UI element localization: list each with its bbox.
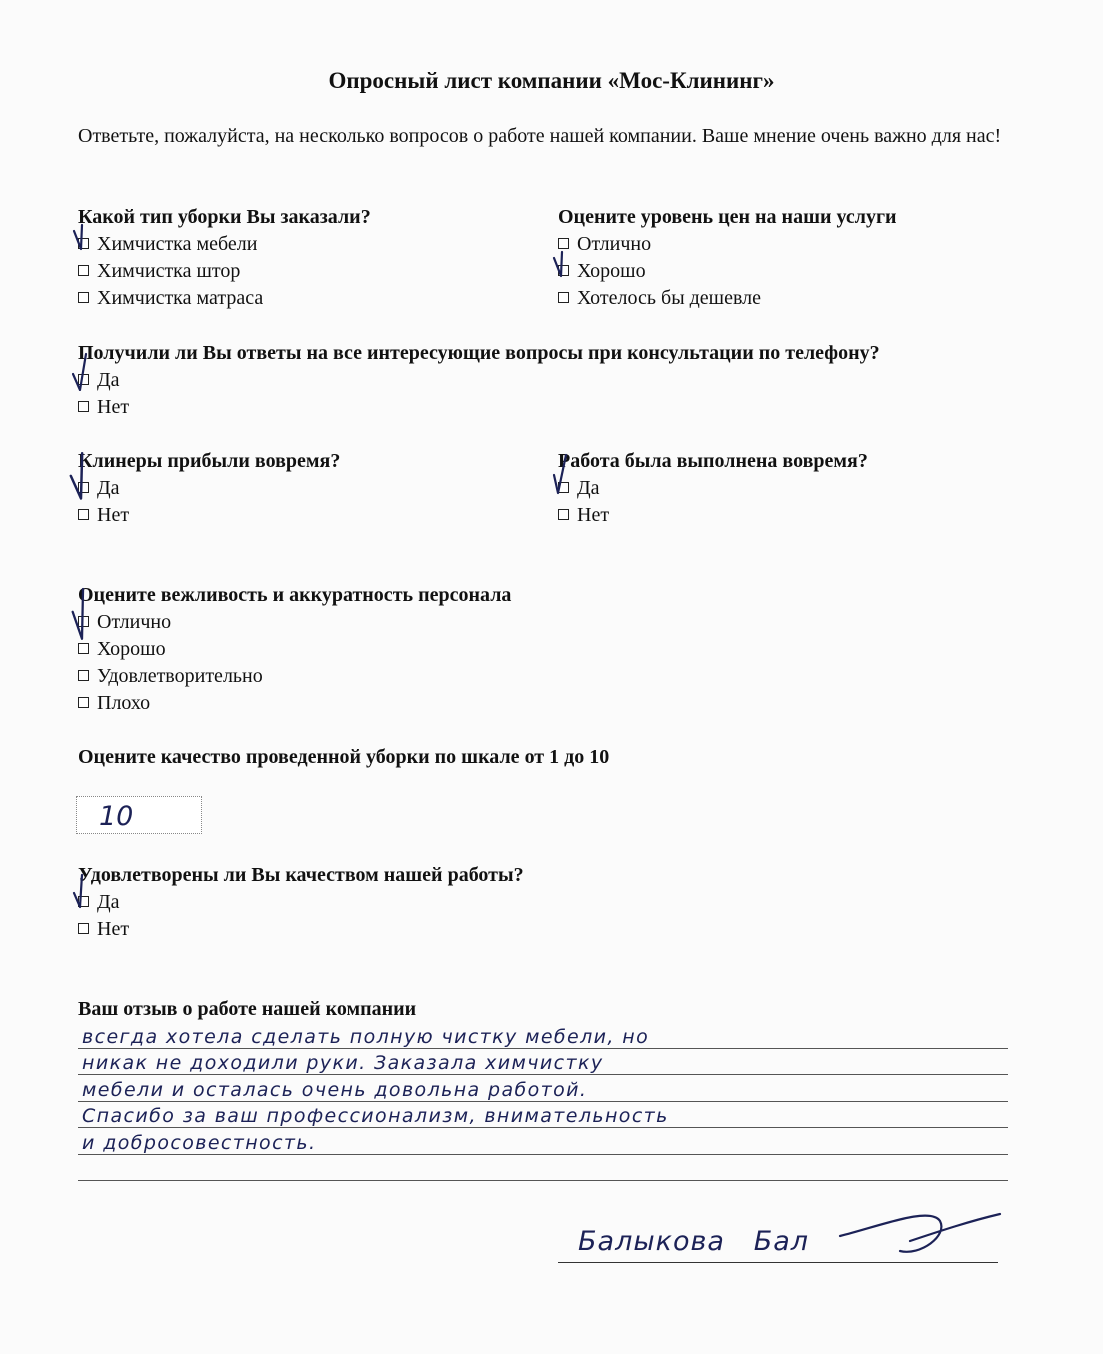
option-yes[interactable] bbox=[558, 475, 868, 502]
feedback-line bbox=[78, 1102, 1008, 1129]
option-label: Химчистка штор bbox=[97, 260, 241, 282]
checkbox[interactable] bbox=[78, 697, 89, 708]
feedback-line bbox=[78, 1075, 1008, 1102]
option-label: Нет bbox=[97, 504, 130, 526]
feedback-line bbox=[78, 1022, 1008, 1049]
question-satisfied bbox=[78, 862, 524, 943]
checkbox[interactable] bbox=[78, 238, 89, 249]
option-label: Отлично bbox=[97, 611, 172, 633]
option-excellent[interactable] bbox=[78, 609, 511, 636]
question-title: Клинеры прибыли вовремя? bbox=[78, 450, 341, 472]
signature-flourish-icon bbox=[820, 1196, 1010, 1266]
option-label: Хотелось бы дешевле bbox=[577, 287, 761, 309]
checkbox[interactable] bbox=[78, 482, 89, 493]
checkbox[interactable] bbox=[558, 482, 569, 493]
option-yes[interactable] bbox=[78, 367, 880, 394]
option-label: Удовлетворительно bbox=[97, 665, 263, 687]
option-label: Химчистка мебели bbox=[97, 233, 258, 255]
checkbox[interactable] bbox=[78, 509, 89, 520]
feedback-text: и добросовестность. bbox=[82, 1131, 317, 1154]
option-mattress[interactable] bbox=[78, 285, 371, 312]
feedback-text: никак не доходили руки. Заказала химчистку bbox=[82, 1052, 604, 1074]
option-label: Нет bbox=[97, 396, 130, 418]
question-arrived-on-time bbox=[78, 448, 340, 529]
option-curtains[interactable] bbox=[78, 258, 371, 285]
question-title: Работа была выполнена вовремя? bbox=[558, 450, 868, 472]
survey-intro: Ответьте, пожалуйста, на несколько вопросов о работе нашей компании. Ваше мнение очень важно для нас! bbox=[78, 125, 1002, 147]
question-title: Оцените вежливость и аккуратность персонала bbox=[78, 584, 512, 606]
question-done-on-time bbox=[558, 448, 868, 529]
feedback-text: мебели и осталась очень довольна работой. bbox=[82, 1078, 588, 1101]
signature-line[interactable] bbox=[558, 1262, 998, 1263]
checkbox[interactable] bbox=[78, 896, 89, 907]
option-label: Плохо bbox=[97, 692, 151, 714]
question-staff-politeness bbox=[78, 582, 511, 717]
question-title: Какой тип уборки Вы заказали? bbox=[78, 206, 371, 228]
checkbox[interactable] bbox=[78, 292, 89, 303]
survey-title: Опросный лист компании «Мос-Клининг» bbox=[328, 68, 775, 93]
option-label: Да bbox=[577, 477, 600, 499]
rating-value: 10 bbox=[99, 801, 134, 832]
checkbox[interactable] bbox=[558, 238, 569, 249]
option-label: Отлично bbox=[577, 233, 652, 255]
option-label: Да bbox=[97, 477, 120, 499]
feedback-textarea[interactable] bbox=[78, 1022, 1008, 1181]
question-cleaning-type bbox=[78, 204, 371, 312]
feedback-line bbox=[78, 1155, 1008, 1182]
option-no[interactable] bbox=[78, 394, 880, 421]
option-label: Да bbox=[97, 891, 120, 913]
question-title: Получили ли Вы ответы на все интересующие вопросы при консультации по телефону? bbox=[78, 342, 880, 364]
option-bad[interactable] bbox=[78, 690, 511, 717]
option-label: Химчистка матраса bbox=[97, 287, 264, 309]
checkbox[interactable] bbox=[78, 670, 89, 681]
option-good[interactable] bbox=[78, 636, 511, 663]
option-label: Да bbox=[97, 369, 120, 391]
question-title: Удовлетворены ли Вы качеством нашей работы? bbox=[78, 864, 524, 886]
signature-name bbox=[578, 1226, 809, 1257]
feedback-line bbox=[78, 1049, 1008, 1076]
option-label: Нет bbox=[577, 504, 610, 526]
question-title: Оцените качество проведенной уборки по шкале от 1 до 10 bbox=[78, 746, 610, 768]
checkbox[interactable] bbox=[78, 265, 89, 276]
signature-surname: Балыкова bbox=[578, 1226, 725, 1257]
question-quality-rating bbox=[78, 744, 609, 771]
question-price-level bbox=[558, 204, 897, 312]
signature-short: Бал bbox=[753, 1226, 810, 1257]
option-yes[interactable] bbox=[78, 889, 524, 916]
option-yes[interactable] bbox=[78, 475, 340, 502]
checkbox[interactable] bbox=[558, 292, 569, 303]
option-no[interactable] bbox=[78, 502, 340, 529]
option-label: Хорошо bbox=[577, 260, 646, 282]
feedback-text: Спасибо за ваш профессионализм, внимательность bbox=[82, 1105, 669, 1127]
option-no[interactable] bbox=[78, 916, 524, 943]
checkbox[interactable] bbox=[78, 616, 89, 627]
feedback-line bbox=[78, 1128, 1008, 1155]
option-satisfactory[interactable] bbox=[78, 663, 511, 690]
option-no[interactable] bbox=[558, 502, 868, 529]
option-cheaper[interactable] bbox=[558, 285, 897, 312]
question-title: Оцените уровень цен на наши услуги bbox=[558, 206, 897, 228]
checkbox[interactable] bbox=[78, 923, 89, 934]
checkbox[interactable] bbox=[558, 509, 569, 520]
option-excellent[interactable] bbox=[558, 231, 897, 258]
option-good[interactable] bbox=[558, 258, 897, 285]
checkbox[interactable] bbox=[558, 265, 569, 276]
option-label: Нет bbox=[97, 918, 130, 940]
checkbox[interactable] bbox=[78, 401, 89, 412]
checkbox[interactable] bbox=[78, 643, 89, 654]
rating-input[interactable] bbox=[76, 796, 202, 834]
option-furniture[interactable] bbox=[78, 231, 371, 258]
feedback-title: Ваш отзыв о работе нашей компании bbox=[78, 998, 417, 1020]
option-label: Хорошо bbox=[97, 638, 166, 660]
question-phone-consultation bbox=[78, 340, 880, 421]
checkbox[interactable] bbox=[78, 374, 89, 385]
feedback-text: всегда хотела сделать полную чистку мебели, но bbox=[82, 1025, 650, 1048]
